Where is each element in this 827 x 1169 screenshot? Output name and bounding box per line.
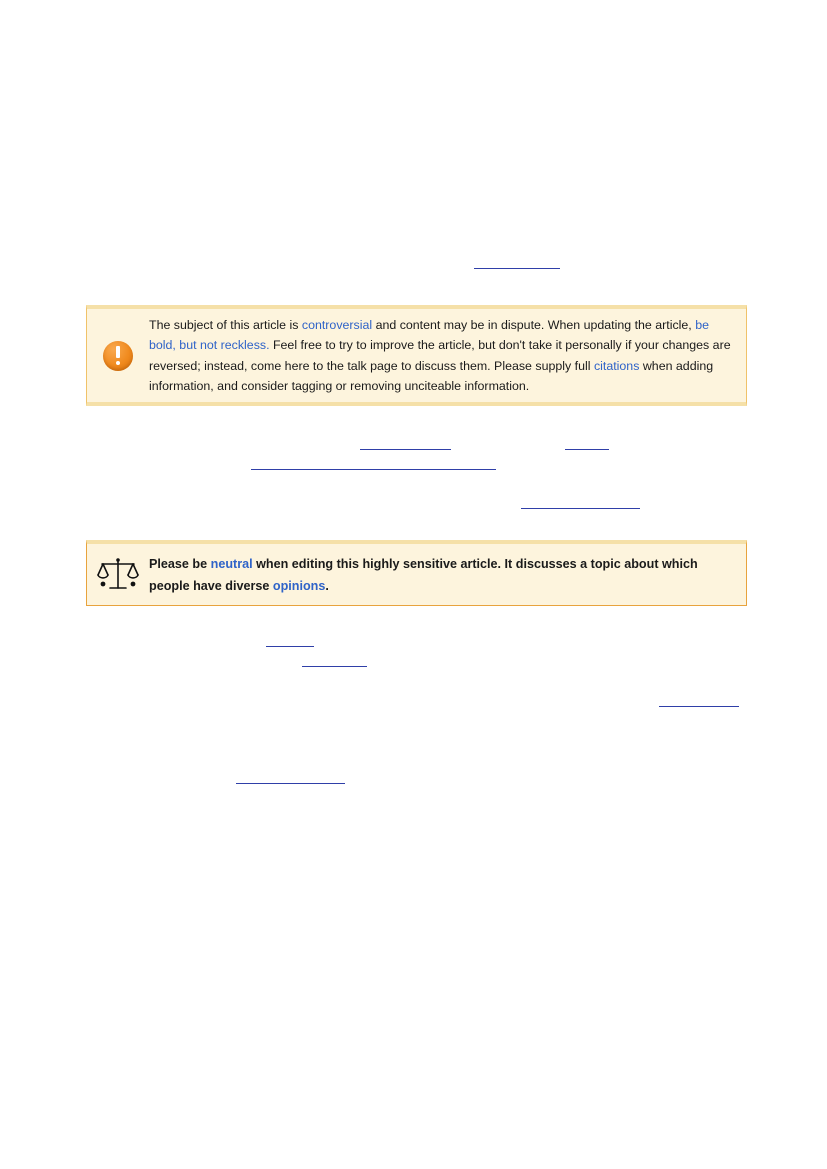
notice-text-segment: when adding information, and consider tagging or removing unciteable information.	[149, 358, 714, 393]
link-stub-7[interactable]	[302, 666, 367, 667]
be-bold-link[interactable]: be bold, but not reckless.	[149, 317, 709, 352]
notice-text-segment: Please be	[149, 556, 211, 571]
notice-text-segment: .	[325, 578, 329, 593]
exclamation-circle-icon	[87, 341, 149, 371]
notice-text-segment: The subject of this article is	[149, 317, 302, 332]
link-stub-5[interactable]	[521, 508, 640, 509]
notice-text-segment: when editing this highly sensitive article. It discusses a topic about which people have diverse	[149, 556, 698, 593]
link-stub-1[interactable]	[474, 268, 560, 269]
opinions-link[interactable]: opinions	[272, 578, 326, 593]
link-stub-2[interactable]	[360, 449, 451, 450]
neutrality-notice	[86, 540, 747, 606]
citations-link[interactable]: citations	[593, 358, 640, 373]
link-stub-4[interactable]	[251, 469, 496, 470]
neutrality-notice-text	[149, 553, 746, 597]
controversial-notice-text	[149, 315, 746, 397]
link-stub-6[interactable]	[266, 646, 314, 647]
controversial-notice	[86, 305, 747, 406]
controversial-link[interactable]: controversial	[301, 317, 373, 332]
link-stub-9[interactable]	[236, 783, 345, 784]
scales-of-justice-icon	[87, 555, 149, 595]
notice-text-segment: Feel free to try to improve the article, but don't take it personally if your changes are reversed; instead, come here to the talk page to discuss them. Please supply full	[149, 338, 731, 373]
notice-text-segment: and content may be in dispute. When updating the article,	[372, 317, 696, 332]
link-stub-8[interactable]	[659, 706, 739, 707]
link-stub-3[interactable]	[565, 449, 609, 450]
neutral-link[interactable]: neutral	[210, 556, 253, 571]
